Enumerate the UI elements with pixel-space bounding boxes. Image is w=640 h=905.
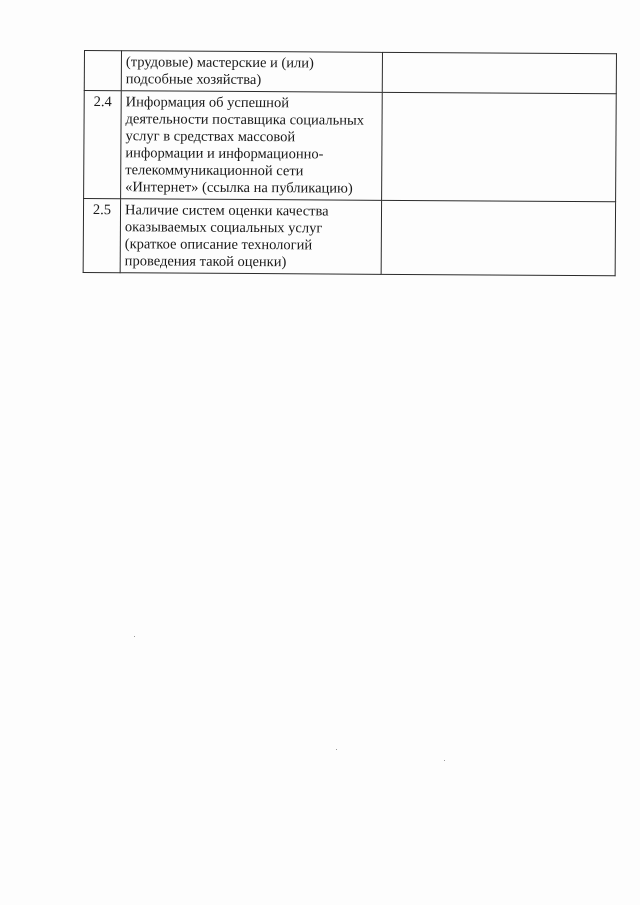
table-row xyxy=(84,91,617,202)
criteria-table xyxy=(83,50,617,276)
row-value xyxy=(381,200,615,275)
row-description xyxy=(121,91,383,201)
table-row xyxy=(83,199,615,276)
description-line: услуг в средствах массовой xyxy=(125,128,296,146)
row-value xyxy=(382,52,616,93)
description-line: «Интернет» (ссылка на публикацию) xyxy=(125,179,353,197)
description-line: подсобные хозяйства) xyxy=(125,71,262,89)
row-description xyxy=(120,199,381,275)
scan-speck xyxy=(134,636,135,637)
description-line: деятельности поставщика социальных xyxy=(125,111,365,129)
description-line: оказываемых социальных услуг xyxy=(124,219,323,237)
row-number xyxy=(84,51,121,91)
description-line: информации и информационно- xyxy=(125,145,324,163)
row-value xyxy=(382,92,617,201)
description-line: телекоммуникационной сети xyxy=(125,162,304,180)
table-row xyxy=(84,51,616,94)
description-line: (краткое описание технологий xyxy=(124,236,313,254)
description-line: Информация об успешной xyxy=(125,94,290,112)
description-line: (трудовые) мастерские и (или) xyxy=(125,54,314,72)
description-line: Наличие систем оценки качества xyxy=(124,202,329,220)
description-line: проведения такой оценки) xyxy=(124,253,287,271)
row-number: 2.5 xyxy=(83,199,120,273)
scan-speck xyxy=(444,760,445,761)
row-description xyxy=(121,51,382,93)
row-number: 2.4 xyxy=(84,91,122,199)
scan-speck xyxy=(336,749,337,750)
